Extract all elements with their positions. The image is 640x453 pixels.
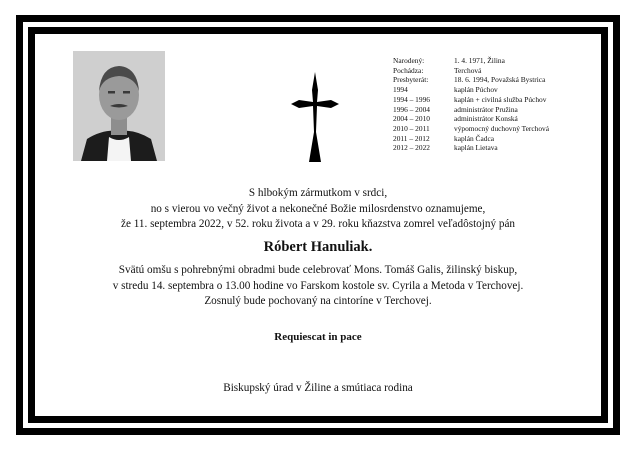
bio-label: Presbyterát: bbox=[393, 75, 429, 85]
bio-label: 2010 – 2011 bbox=[393, 123, 430, 133]
bio-row bbox=[393, 95, 549, 105]
portrait-photo bbox=[73, 51, 165, 161]
bio-value: kaplán Čadca bbox=[454, 133, 495, 143]
bio-value: kaplán + civilná služba Púchov bbox=[454, 94, 547, 104]
bio-value: 1. 4. 1971, Žilina bbox=[454, 56, 505, 65]
bio-label: 2012 – 2022 bbox=[393, 143, 430, 153]
service-line: Svätú omšu s pohrebnými obradmi bude celebrovať Mons. Tomáš Galis, žilinský biskup, bbox=[118, 264, 518, 276]
bio-value: kaplán Púchov bbox=[454, 85, 498, 95]
bio-row bbox=[393, 56, 549, 66]
bio-row bbox=[393, 114, 549, 124]
bio-row bbox=[393, 75, 549, 85]
bio-label: 2004 – 2010 bbox=[393, 114, 430, 124]
bio-label: 1994 – 1996 bbox=[393, 94, 430, 104]
intro-line: S hlbokým zármutkom v srdci, bbox=[248, 187, 388, 199]
signature-line: Biskupský úrad v Žiline a smútiaca rodina bbox=[223, 382, 413, 394]
bio-row bbox=[393, 85, 549, 95]
bio-label: 1996 – 2004 bbox=[393, 104, 430, 114]
bio-row bbox=[393, 143, 549, 153]
bio-value: administrátor Pružina bbox=[454, 104, 518, 114]
inner-black-frame bbox=[28, 27, 608, 423]
service-line: v stredu 14. septembra o 13.00 hodine vo Farskom kostole sv. Cyrila a Metoda v Terchovej. bbox=[112, 279, 524, 292]
requiescat-line: Requiescat in pace bbox=[274, 331, 362, 343]
bio-label: 1994 bbox=[393, 85, 408, 95]
bio-label: Pochádza: bbox=[393, 65, 424, 75]
bio-row bbox=[393, 124, 549, 134]
biography-list bbox=[393, 56, 549, 153]
bio-row bbox=[393, 66, 549, 76]
latin-cross-icon bbox=[291, 72, 339, 162]
bio-value: Terchová bbox=[454, 65, 482, 75]
intro-line: no s vierou vo večný život a nekonečné Božie milosrdenstvo oznamujeme, bbox=[150, 202, 486, 215]
service-line: Zosnulý bude pochovaný na cintoríne v Terchovej. bbox=[204, 295, 432, 307]
funeral-service-info bbox=[35, 263, 601, 310]
bio-value: 18. 6. 1994, Považská Bystrica bbox=[454, 75, 546, 85]
bio-value: administrátor Konská bbox=[454, 114, 518, 124]
intro-line: že 11. septembra 2022, v 52. roku života a v 29. roku kňazstva zomrel veľadôstojný pán bbox=[120, 218, 516, 230]
outer-black-frame bbox=[16, 15, 620, 435]
bio-value: kaplán Lietava bbox=[454, 143, 498, 153]
bio-label: 2011 – 2012 bbox=[393, 133, 430, 143]
deceased-name: Róbert Hanuliak. bbox=[263, 239, 373, 255]
frame-gap bbox=[23, 22, 613, 428]
obituary-card bbox=[35, 34, 601, 416]
bio-value: výpomocný duchovný Terchová bbox=[454, 123, 549, 133]
bio-row bbox=[393, 105, 549, 115]
bio-row bbox=[393, 134, 549, 144]
bio-label: Narodený: bbox=[393, 56, 425, 65]
announcement-intro bbox=[35, 186, 601, 233]
